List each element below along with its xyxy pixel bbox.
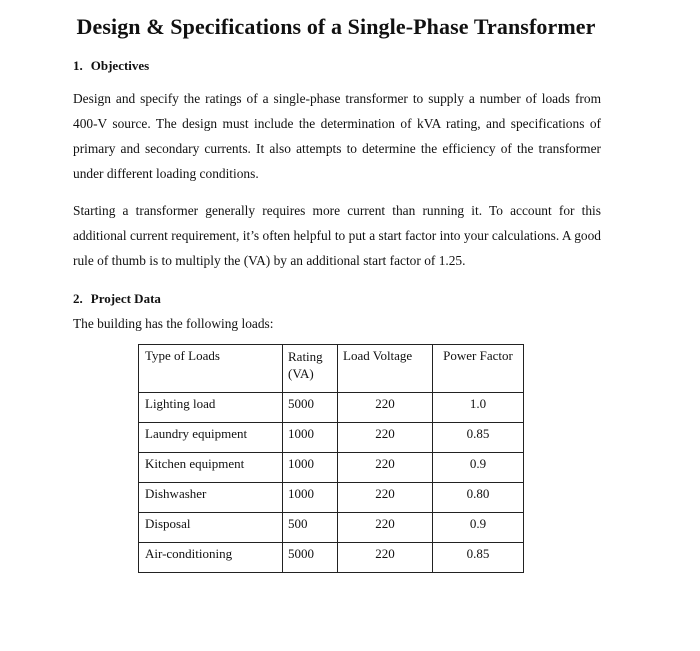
table-row — [139, 423, 523, 453]
cell-rating: 1000 — [283, 423, 338, 453]
table-row — [139, 453, 523, 483]
project-data-intro: The building has the following loads: — [73, 316, 274, 331]
cell-load-type: Kitchen equipment — [139, 453, 283, 483]
document-title: Design & Specifications of a Single-Phase Transformer — [76, 14, 596, 39]
cell-voltage: 220 — [338, 513, 433, 543]
cell-rating: 500 — [283, 513, 338, 543]
loads-table — [138, 344, 524, 573]
header-load-voltage: Load Voltage — [338, 345, 433, 393]
header-rating: Rating (VA) — [283, 345, 338, 393]
section-title: Objectives — [90, 58, 150, 73]
cell-power-factor: 0.80 — [433, 483, 523, 513]
cell-power-factor: 1.0 — [433, 393, 523, 423]
section-number: 1. — [73, 58, 83, 73]
section-heading-objectives — [73, 58, 149, 74]
cell-voltage: 220 — [338, 483, 433, 513]
table-row — [139, 543, 523, 572]
cell-power-factor: 0.9 — [433, 513, 523, 543]
cell-voltage: 220 — [338, 423, 433, 453]
section-heading-project-data — [73, 291, 161, 307]
header-power-factor: Power Factor — [433, 345, 523, 393]
objectives-paragraph-1: Design and specify the ratings of a single-phase transformer to supply a number of loads from 400-V source. The design must include the determination of kVA rating, and specifications of primary and secondary currents. It also attempts to determine the efficiency of the transformer under different loading conditions. — [73, 91, 601, 181]
objectives-paragraph-2: Starting a transformer generally requires more current than running it. To account for this additional current requirement, it’s often helpful to put a start factor into your calculations. A good rule of thumb is to multiply the (VA) by an additional start factor of 1.25. — [73, 203, 601, 268]
cell-load-type: Disposal — [139, 513, 283, 543]
cell-rating: 5000 — [283, 543, 338, 572]
cell-power-factor: 0.85 — [433, 423, 523, 453]
cell-voltage: 220 — [338, 453, 433, 483]
cell-voltage: 220 — [338, 543, 433, 572]
cell-load-type: Air-conditioning — [139, 543, 283, 572]
table-row — [139, 393, 523, 423]
table-row — [139, 513, 523, 543]
table-header-row — [139, 345, 523, 393]
cell-load-type: Lighting load — [139, 393, 283, 423]
cell-rating: 1000 — [283, 483, 338, 513]
cell-power-factor: 0.9 — [433, 453, 523, 483]
table-row — [139, 483, 523, 513]
cell-voltage: 220 — [338, 393, 433, 423]
cell-rating: 1000 — [283, 453, 338, 483]
header-type-of-loads: Type of Loads — [139, 345, 283, 393]
cell-rating: 5000 — [283, 393, 338, 423]
cell-load-type: Dishwasher — [139, 483, 283, 513]
section-title: Project Data — [90, 291, 161, 306]
cell-load-type: Laundry equipment — [139, 423, 283, 453]
cell-power-factor: 0.85 — [466, 546, 490, 561]
section-number: 2. — [73, 291, 83, 306]
